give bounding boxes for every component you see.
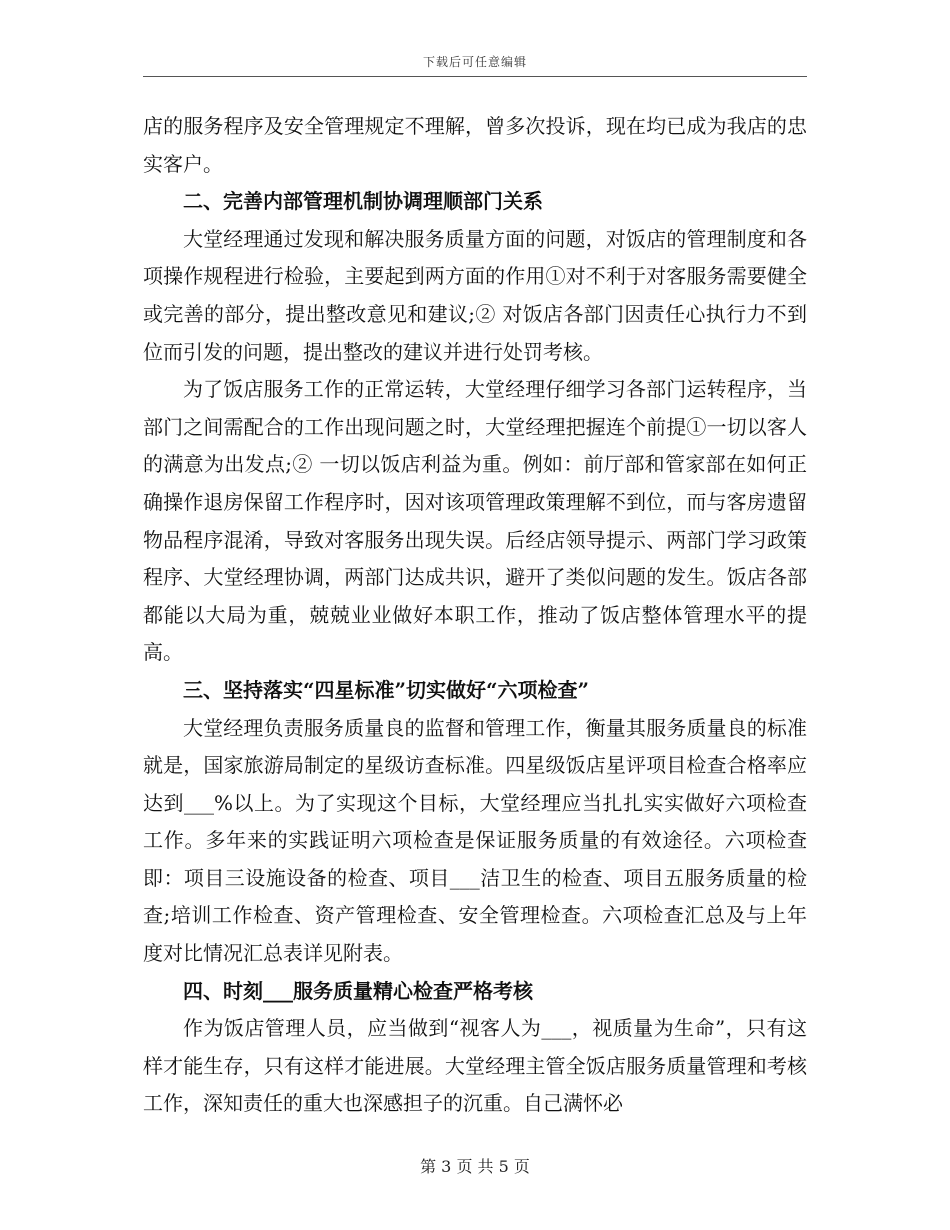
section-heading-2: 二、完善内部管理机制协调理顺部门关系 (183, 189, 543, 214)
paragraph: 大堂经理负责服务质量良的监督和管理工作，衡量其服务质量良的标准就是，国家旅游局制定的星级访查标准。四星级饭店星评项目检查合格率应达到___%以上。为了实现这个目标，大堂经理应当扎扎实实做好六项检查工作。多年来的实践证明六项检查是保证服务质量的有效途径。六项检查即：项目三设施设备的检查、项目___洁卫生的检查、项目五服务质量的检查;培训工作检查、资产管理检查、安全管理检查。六项检查汇总及与上年度对比情况汇总表详见附表。 (143, 715, 807, 966)
page-footer-number: 第 3 页 共 5 页 (420, 1157, 530, 1176)
section-heading-3: 三、坚持落实“四星标准”切实做好“六项检查” (183, 677, 590, 702)
paragraph: 大堂经理通过发现和解决服务质量方面的问题，对饭店的管理制度和各项操作规程进行检验，主要起到两方面的作用①对不利于对客服务需要健全或完善的部分，提出整改意见和建议;② 对饭店各部门因责任心执行力不到位而引发的问题，提出整改的建议并进行处罚考核。 (143, 226, 807, 364)
paragraph-continuation: 店的服务程序及安全管理规定不理解，曾多次投诉，现在均已成为我店的忠实客户。 (143, 114, 807, 176)
document-body (143, 108, 807, 1123)
paragraph: 作为饭店管理人员，应当做到“视客人为___，视质量为生命”，只有这样才能生存，只有这样才能进展。大堂经理主管全饭店服务质量管理和考核工作，深知责任的重大也深感担子的沉重。自己满怀必 (143, 1016, 807, 1116)
section-heading-4: 四、时刻___服务质量精心检查严格考核 (183, 978, 533, 1003)
page-header: 下载后可任意编辑 (422, 55, 527, 69)
paragraph: 为了饭店服务工作的正常运转，大堂经理仔细学习各部门运转程序，当部门之间需配合的工作出现问题之时，大堂经理把握连个前提①一切以客人的满意为出发点;② 一切以饭店利益为重。例如：前厅部和管家部在如何正确操作退房保留工作程序时，因对该项管理政策理解不到位，而与客房遗留物品程序混淆，导致对客服务出现失误。后经店领导提示、两部门学习政策程序、大堂经理协调，两部门达成共识，避开了类似问题的发生。饭店各部都能以大局为重，兢兢业业做好本职工作，推动了饭店整体管理水平的提高。 (143, 377, 807, 665)
header-divider (143, 76, 807, 77)
